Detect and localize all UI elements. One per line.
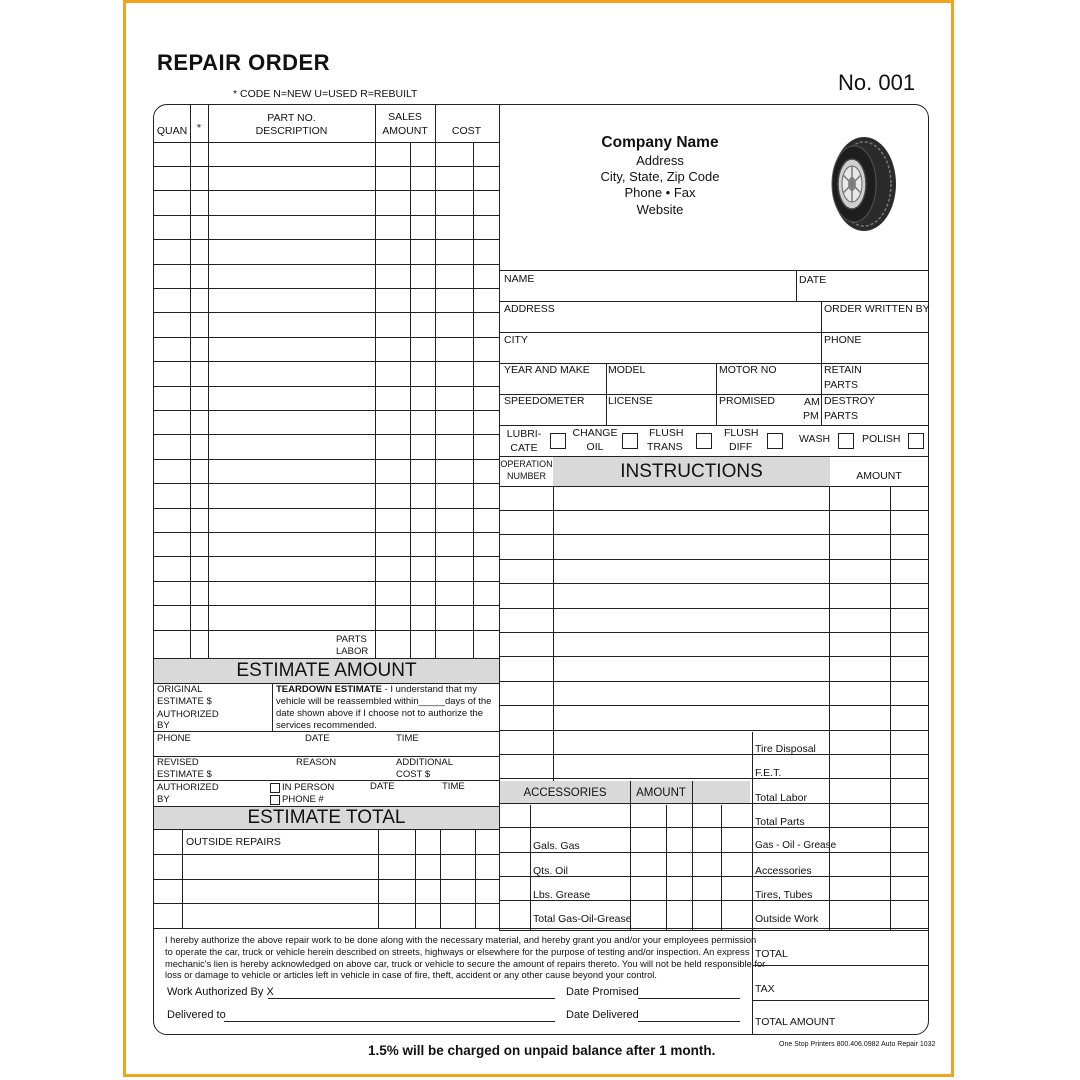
parts-subtotal-label: PARTS	[336, 634, 367, 645]
estimate-total-column	[440, 829, 441, 928]
order-number: No. 001	[838, 70, 916, 95]
estimate-time-label: TIME	[396, 733, 419, 744]
date-delivered-label: Date Delivered	[566, 1009, 639, 1021]
estimate-total-row	[154, 879, 499, 880]
address-label: ADDRESS	[504, 303, 555, 315]
parts-row-line	[154, 288, 499, 289]
company-website: Website	[636, 202, 684, 217]
qts-oil-label: Qts. Oil	[533, 865, 569, 877]
instructions-row-line	[499, 852, 928, 853]
estimate-total-column	[182, 829, 183, 928]
authorized-by-label-2: BY	[157, 720, 170, 731]
city-label: CITY	[504, 334, 528, 346]
revised-authorized-label-2: BY	[157, 794, 170, 805]
estimate-total-column	[415, 829, 416, 928]
delivered-to-label: Delivered to	[167, 1009, 226, 1021]
estimate-amount-title: ESTIMATE AMOUNT	[236, 660, 417, 681]
delivered-to-line[interactable]	[224, 1021, 555, 1022]
interest-note: 1.5% will be charged on unpaid balance after 1 month.	[368, 1043, 716, 1058]
revised-authorized-label: AUTHORIZED	[157, 782, 219, 793]
in-person-checkbox[interactable]	[270, 783, 280, 793]
phone-label: PHONE	[824, 334, 862, 346]
estimate-total-row	[154, 854, 499, 855]
teardown-text-1: - I understand that my	[381, 684, 477, 695]
teardown-estimate-heading: TEARDOWN ESTIMATE	[276, 684, 382, 695]
instructions-row-line	[499, 681, 928, 682]
accessories-amount-label: AMOUNT	[636, 787, 686, 799]
col-code-header: *	[196, 122, 202, 134]
authorized-by-label: AUTHORIZED	[157, 709, 219, 720]
flush-trans-label: FLUSH	[649, 427, 684, 439]
revised-estimate-label-2: ESTIMATE $	[157, 769, 212, 780]
am-label: AM	[804, 396, 820, 408]
accessories-title: ACCESSORIES	[523, 787, 607, 799]
customer-row-line	[499, 456, 928, 457]
instructions-header-rule	[499, 486, 928, 487]
lubricate-label-2: CATE	[510, 442, 538, 454]
totals-row-line	[752, 965, 928, 966]
pm-label: PM	[803, 410, 819, 422]
estimate-phone-label: PHONE	[157, 733, 191, 744]
order-written-by-label: ORDER WRITTEN BY	[824, 303, 930, 315]
estimate-date-label: DATE	[305, 733, 330, 744]
accessories-column	[630, 781, 631, 930]
polish-label: POLISH	[862, 433, 901, 445]
customer-top-rule	[499, 270, 928, 271]
instructions-amount-label: AMOUNT	[856, 470, 902, 482]
accessories-total-label: Accessories	[755, 865, 812, 877]
change-oil-label-2: OIL	[586, 441, 604, 453]
additional-cost-label: ADDITIONAL	[396, 757, 454, 768]
authorization-line-1: I hereby authorize the above repair work to be done along with the necessary material, and hereby grant you and/or your employees permission	[165, 935, 757, 945]
instructions-row-line	[499, 583, 928, 584]
customer-row-line	[499, 332, 928, 333]
work-authorized-label: Work Authorized By X	[167, 986, 274, 998]
destroy-parts-label-2: PARTS	[824, 410, 859, 422]
cents-column	[890, 486, 891, 930]
parts-row-line	[154, 630, 499, 631]
labor-subtotal-label: LABOR	[336, 646, 369, 657]
flush-trans-checkbox[interactable]	[696, 433, 712, 449]
teardown-line-2: vehicle will be reassembled within_____days of the	[276, 696, 492, 707]
center-divider	[499, 105, 500, 930]
col-quan-header: QUAN	[156, 125, 188, 137]
parts-row-line	[154, 386, 499, 387]
instructions-bottom	[499, 930, 928, 931]
instructions-row-line	[499, 705, 928, 706]
year-make-label: YEAR AND MAKE	[504, 364, 590, 376]
code-note: * CODE N=NEW U=USED R=REBUILT	[233, 88, 418, 100]
total-gas-oil-grease-label: Total Gas-Oil-Grease	[533, 913, 632, 925]
col-cost-header: COST	[451, 125, 482, 137]
lubricate-label: LUBRI-	[506, 428, 542, 440]
parts-row-line	[154, 215, 499, 216]
original-estimate-label-2: ESTIMATE $	[157, 696, 212, 707]
estimate-rule	[154, 806, 499, 807]
instructions-row-line	[499, 803, 928, 804]
tax-label: TAX	[755, 983, 775, 995]
parts-column-line	[190, 105, 191, 658]
parts-row-line	[154, 410, 499, 411]
parts-row-line	[154, 605, 499, 606]
accessories-column	[721, 805, 722, 930]
tire-icon	[822, 134, 900, 234]
parts-row-line	[154, 190, 499, 191]
revised-time-label: TIME	[442, 781, 465, 792]
original-estimate-label: ORIGINAL	[157, 684, 203, 695]
polish-checkbox[interactable]	[908, 433, 924, 449]
instructions-row-line	[499, 876, 928, 877]
parts-row-line	[154, 361, 499, 362]
date-divider	[796, 270, 797, 301]
change-oil-checkbox[interactable]	[622, 433, 638, 449]
gas-oil-grease-label: Gas - Oil - Grease	[755, 840, 837, 851]
authorization-line-2: to operate the car, truck or vehicle herein described on streets, highways or elsewhere for the purpose of testing and/or inspection. An express	[165, 946, 750, 957]
instructions-row-line	[499, 827, 928, 828]
authorization-text	[165, 935, 765, 982]
op-number-label: OPERATION	[500, 459, 553, 469]
reason-label: REASON	[296, 757, 337, 768]
op-number-label-2: NUMBER	[506, 471, 546, 481]
parts-table-bottom	[154, 658, 499, 659]
total-labor-label: Total Labor	[755, 792, 807, 804]
instructions-row-line	[499, 730, 928, 731]
lbs-grease-label: Lbs. Grease	[533, 889, 591, 901]
customer-row-line	[499, 394, 928, 395]
tire-disposal-label: Tire Disposal	[755, 743, 816, 755]
flush-diff-label-2: DIFF	[729, 441, 753, 453]
instructions-row-line	[499, 754, 928, 755]
parts-row-line	[154, 581, 499, 582]
motor-no-label: MOTOR NO	[719, 364, 777, 376]
date-promised-line[interactable]	[638, 998, 740, 999]
instructions-row-line	[499, 608, 928, 609]
fet-label: F.E.T.	[755, 767, 782, 779]
parts-row-line	[154, 556, 499, 557]
parts-column-line	[435, 105, 436, 658]
parts-row-line	[154, 483, 499, 484]
estimate-rule	[154, 780, 499, 781]
motor-divider	[716, 363, 717, 425]
accessories-column	[530, 805, 531, 930]
destroy-parts-label: DESTROY	[824, 395, 875, 407]
estimate-total-column	[378, 829, 379, 928]
teardown-divider	[272, 683, 273, 731]
parts-header-rule	[154, 142, 499, 143]
op-number-column	[553, 486, 554, 781]
instructions-row-line	[499, 510, 928, 511]
in-person-label: IN PERSON	[282, 782, 335, 793]
col-amount-header: AMOUNT	[382, 125, 428, 137]
company-phone: Phone • Fax	[624, 185, 696, 200]
model-divider	[606, 363, 607, 425]
teardown-line-1	[276, 684, 477, 695]
col-description-header: DESCRIPTION	[255, 125, 328, 137]
authorization-line-3: mechanic's lien is hereby acknowledged on above car, truck or vehicle to secure the amount of repairs thereto. You will not be held responsible for	[165, 958, 766, 969]
flush-trans-label-2: TRANS	[647, 441, 683, 453]
right-col-divider	[821, 301, 822, 425]
customer-row-line	[499, 363, 928, 364]
work-authorized-line[interactable]	[268, 998, 555, 999]
wash-checkbox[interactable]	[838, 433, 854, 449]
accessories-column	[666, 805, 667, 930]
estimate-total-title: ESTIMATE TOTAL	[247, 807, 406, 828]
estimate-total-rule	[154, 829, 499, 830]
license-label: LICENSE	[608, 395, 653, 407]
parts-row-line	[154, 459, 499, 460]
totals-label-column	[752, 732, 753, 1034]
teardown-line-4: services recommended.	[276, 720, 377, 731]
customer-row-line	[499, 301, 928, 302]
accessories-column	[692, 781, 693, 930]
estimate-total-row	[154, 903, 499, 904]
parts-row-line	[154, 532, 499, 533]
instructions-row-line	[499, 559, 928, 560]
estimate-rule	[154, 731, 499, 732]
grand-total-label: TOTAL	[755, 948, 788, 960]
flush-diff-label: FLUSH	[724, 427, 759, 439]
instructions-row-line	[499, 534, 928, 535]
parts-column-line	[410, 142, 411, 658]
gals-gas-label: Gals. Gas	[533, 840, 580, 852]
estimate-total-bottom	[154, 928, 928, 929]
parts-row-line	[154, 508, 499, 509]
estimate-rule	[154, 683, 499, 684]
teardown-line-3: date shown above if I choose not to authorize the	[276, 708, 484, 719]
company-address: Address	[636, 153, 684, 168]
parts-column-line	[208, 105, 209, 658]
revised-estimate-label: REVISED	[157, 757, 199, 768]
parts-column-line	[375, 105, 376, 658]
promised-label: PROMISED	[719, 395, 776, 407]
model-label: MODEL	[608, 364, 646, 376]
outside-repairs-label: OUTSIDE REPAIRS	[186, 836, 281, 848]
name-label: NAME	[504, 273, 535, 285]
total-parts-label: Total Parts	[755, 816, 805, 828]
form-title: REPAIR ORDER	[157, 50, 331, 75]
date-delivered-line[interactable]	[638, 1021, 740, 1022]
date-promised-label: Date Promised	[566, 986, 639, 998]
retain-parts-label-2: PARTS	[824, 379, 859, 391]
instructions-row-line	[499, 656, 928, 657]
parts-row-line	[154, 264, 499, 265]
parts-row-line	[154, 239, 499, 240]
change-oil-label: CHANGE	[572, 427, 618, 439]
estimate-rule	[154, 756, 499, 757]
parts-row-line	[154, 312, 499, 313]
instructions-row-line	[499, 900, 928, 901]
parts-row-line	[154, 337, 499, 338]
authorization-line-4: loss or damage to vehicle or articles left in vehicle in case of fire, theft, accident or any other cause beyond your control.	[165, 970, 657, 981]
parts-row-line	[154, 166, 499, 167]
instructions-row-line	[499, 632, 928, 633]
total-amount-label: TOTAL AMOUNT	[755, 1016, 836, 1028]
retain-parts-label: RETAIN	[824, 364, 862, 376]
revised-date-label: DATE	[370, 781, 395, 792]
tires-tubes-label: Tires, Tubes	[755, 889, 813, 901]
col-partno-header: PART NO.	[267, 112, 316, 124]
additional-cost-label-2: COST $	[396, 769, 431, 780]
col-sales-header: SALES	[388, 111, 422, 123]
outside-work-label: Outside Work	[755, 913, 819, 925]
company-city: City, State, Zip Code	[600, 169, 720, 184]
wash-label: WASH	[799, 433, 831, 445]
instructions-title: INSTRUCTIONS	[620, 461, 763, 482]
instructions-row-line	[499, 778, 928, 779]
parts-row-line	[154, 434, 499, 435]
lubricate-checkbox[interactable]	[550, 433, 566, 449]
date-label: DATE	[799, 274, 827, 286]
customer-row-line	[499, 425, 928, 426]
totals-row-line	[752, 1000, 928, 1001]
speedometer-label: SPEEDOMETER	[504, 395, 585, 407]
estimate-total-column	[475, 829, 476, 928]
phone-number-checkbox[interactable]	[270, 795, 280, 805]
flush-diff-checkbox[interactable]	[767, 433, 783, 449]
phone-number-label: PHONE #	[282, 794, 324, 805]
parts-column-line	[473, 142, 474, 658]
printer-credit: One Stop Printers 800.406.0982 Auto Repair 1032	[779, 1041, 936, 1048]
amount-column	[829, 486, 830, 930]
company-name: Company Name	[601, 134, 719, 151]
